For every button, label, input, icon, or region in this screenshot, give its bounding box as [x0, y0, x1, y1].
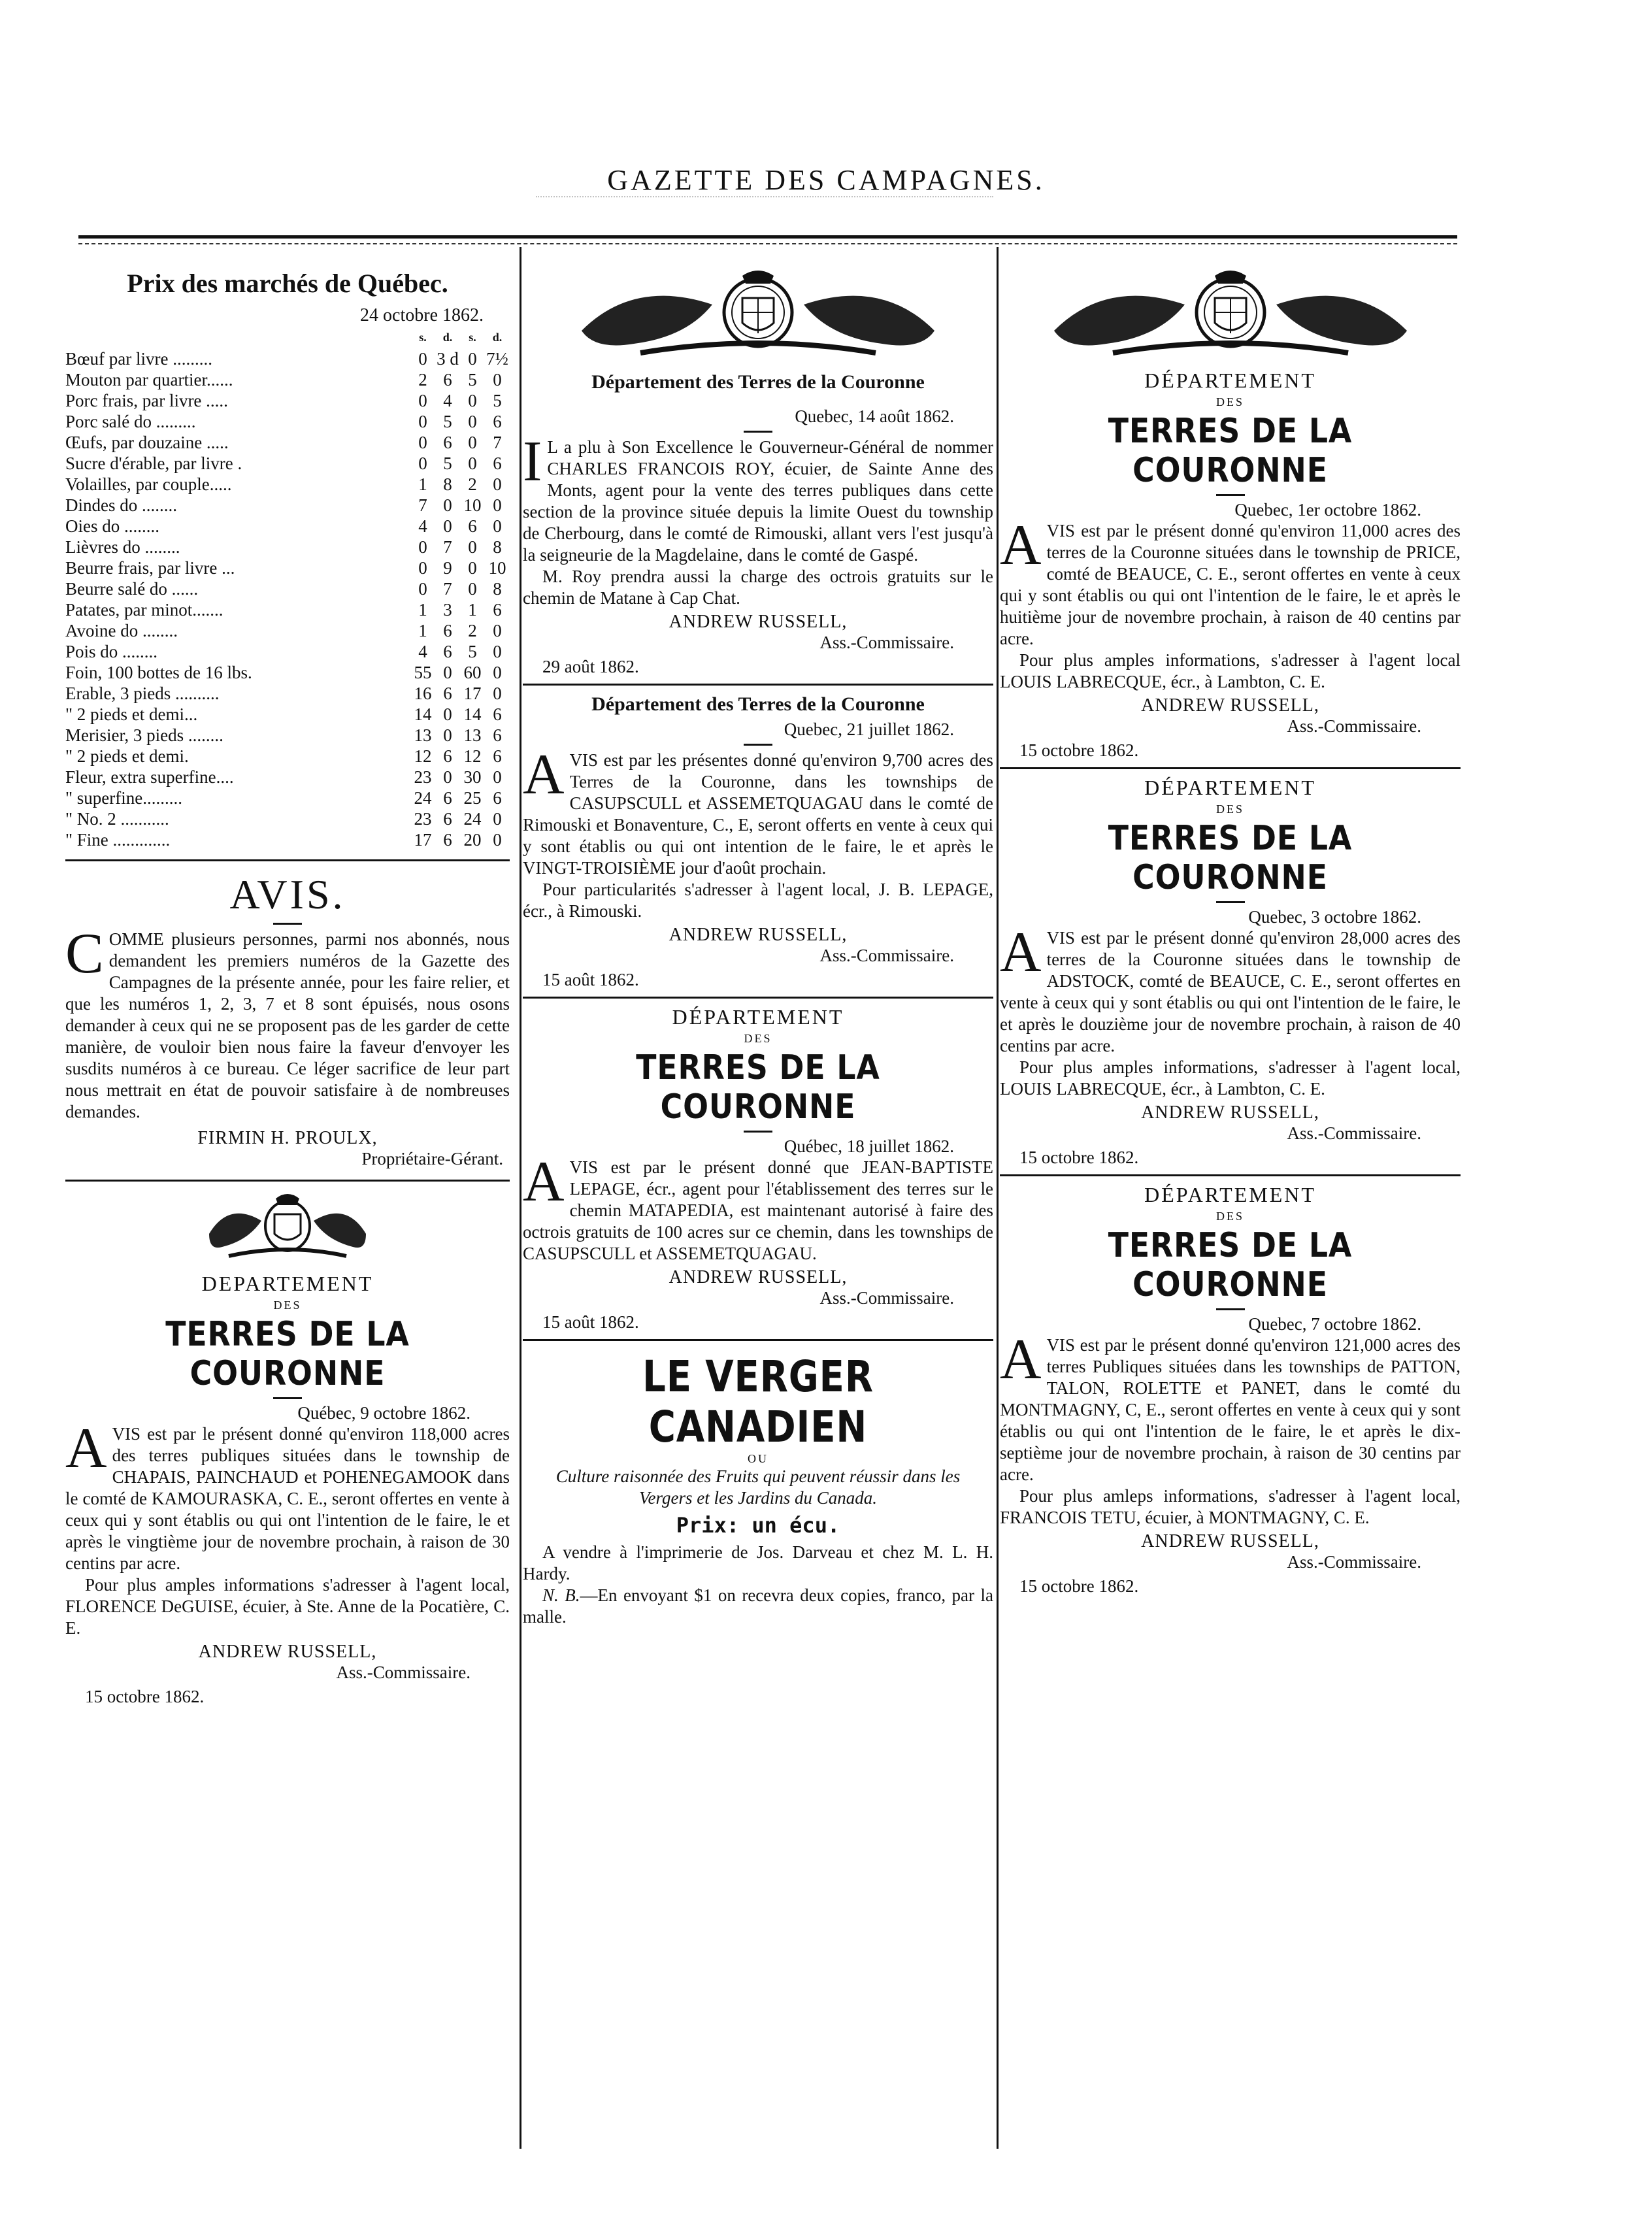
avis-signature-title: Propriétaire-Gérant.	[361, 1149, 503, 1168]
notice-date: 15 octobre 1862.	[1019, 1148, 1139, 1167]
price-table-body	[65, 348, 510, 850]
masthead-smudge	[536, 196, 993, 210]
verger-nb-label: N. B.	[542, 1585, 580, 1605]
price-value: 14	[463, 704, 482, 724]
price-value: 0	[493, 642, 502, 661]
verger-nb	[523, 1585, 993, 1628]
price-item: " 2 pieds et demi.	[65, 746, 189, 766]
notice-des: DES	[1215, 803, 1244, 816]
price-value: 6	[493, 454, 502, 473]
price-value: 0	[468, 537, 477, 557]
notice-dropcap: A	[1000, 921, 1042, 984]
notice-place-date: Québec, 18 juillet 1862.	[784, 1136, 954, 1156]
price-item: Oies do ........	[65, 516, 159, 536]
notice-dept: DÉPARTEMENT	[1144, 1183, 1316, 1206]
short-rule	[744, 744, 772, 746]
price-value: 6	[443, 433, 452, 452]
price-item: Volailles, par couple.....	[65, 474, 232, 494]
header-s2: s.	[469, 331, 476, 344]
price-value: 4	[418, 516, 427, 536]
price-value: 8	[493, 579, 502, 599]
price-row	[65, 411, 510, 432]
short-rule	[1216, 901, 1245, 903]
notice-dropcap: A	[65, 1417, 107, 1480]
price-value: 6	[443, 830, 452, 850]
price-value: 30	[463, 767, 482, 787]
masthead: GAZETTE DES CAMPAGNES.	[607, 164, 1045, 196]
price-value: 5	[468, 642, 477, 661]
column-3	[1000, 248, 1461, 1597]
price-value: 0	[468, 579, 477, 599]
short-rule	[273, 1397, 302, 1399]
notice-signature: ANDREW RUSSELL,	[669, 1267, 848, 1287]
price-row	[65, 348, 510, 369]
price-value: 7	[443, 537, 452, 557]
notice-dept: DÉPARTEMENT	[1144, 369, 1316, 392]
notice-info: Pour plus amleps informations, s'adresser à l'agent local, FRANCOIS TETU, écuier, à MONTMAGNY, C. E.	[1000, 1486, 1461, 1527]
notice-info: Pour plus amples informations, s'adresser à l'agent local LOUIS LABRECQUE, écr., à Lambton, C. E.	[1000, 650, 1461, 691]
price-row	[65, 620, 510, 641]
price-value: 0	[493, 495, 502, 515]
price-value: 14	[414, 704, 432, 724]
verger-price: Prix: un écu.	[676, 1513, 840, 1538]
notice-body	[1000, 921, 1461, 1057]
price-row	[65, 829, 510, 850]
price-item: Bœuf par livre .........	[65, 349, 212, 369]
price-value: 17	[414, 830, 432, 850]
price-row	[65, 808, 510, 829]
short-rule	[744, 1131, 772, 1133]
notice-text: VIS est par le présent donné que JEAN-BAPTISTE LEPAGE, écr., agent pour l'établissement des terres sur le chemin MATAPEDIA, est maintenant autorisé à faire des octrois gratuits de 100 acres sur ce chemin, dans les townships de CASUPSCULL et ASSEMETQUAGAU.	[523, 1157, 993, 1263]
price-value: 10	[463, 495, 482, 515]
notice-text: VIS est par le présent donné qu'environ 11,000 acres des terres de la Couronne situées dans le township de PRICE, comté de BEAUCE, C. E., seront offertes en vente à ceux qui y sont établis ou qui ont l'intention de le faire, le et après le huitième jour de novembre prochain, à raison de 40 centins par acre.	[1000, 521, 1461, 648]
price-value: 2	[468, 474, 477, 494]
notice-signature: ANDREW RUSSELL,	[1141, 1102, 1319, 1123]
divider	[1000, 1174, 1461, 1176]
notice-des: DES	[1215, 1210, 1244, 1223]
price-value: 0	[493, 663, 502, 682]
price-value: 0	[493, 516, 502, 536]
royal-arms-icon	[183, 1188, 392, 1266]
avis-title: AVIS.	[229, 871, 346, 918]
price-value: 0	[443, 663, 452, 682]
short-rule	[273, 923, 302, 925]
price-value: 0	[468, 433, 477, 452]
notice-date: 15 août 1862.	[542, 970, 639, 989]
price-value: 6	[493, 788, 502, 808]
short-rule	[1216, 494, 1245, 496]
price-row	[65, 662, 510, 683]
price-value: 6	[493, 412, 502, 431]
column-1	[65, 248, 510, 1707]
price-row	[65, 516, 510, 537]
price-row	[65, 557, 510, 578]
price-row	[65, 767, 510, 787]
price-value: 6	[443, 684, 452, 703]
price-row	[65, 369, 510, 390]
notice-heading: TERRES DE LA COURONNE	[1108, 412, 1353, 490]
price-table	[65, 326, 510, 850]
price-value: 55	[414, 663, 432, 682]
notice-body	[65, 1417, 510, 1574]
divider	[65, 1180, 510, 1182]
price-value: 5	[443, 412, 452, 431]
price-value: 6	[443, 746, 452, 766]
divider	[1000, 767, 1461, 769]
price-value: 12	[463, 746, 482, 766]
notice-signature-title: Ass.-Commissaire.	[336, 1663, 471, 1682]
price-value: 23	[414, 767, 432, 787]
notice-dropcap: A	[523, 1150, 565, 1214]
divider	[523, 684, 993, 686]
verger-subtitle: Culture raisonnée des Fruits qui peuvent réussir dans les Vergers et les Jardins du Canada.	[555, 1466, 961, 1508]
price-item: Lièvres do ........	[65, 537, 180, 557]
notice-date: 15 octobre 1862.	[1019, 1576, 1139, 1596]
price-item: Patates, par minot.......	[65, 600, 223, 620]
price-value: 13	[463, 725, 482, 745]
price-item: Pois do ........	[65, 642, 158, 661]
notice-body-2: M. Roy prendra aussi la charge des octrois gratuits sur le chemin de Matane à Cap Chat.	[523, 567, 993, 608]
price-value: 0	[468, 454, 477, 473]
price-item: " Fine .............	[65, 830, 171, 850]
price-row	[65, 683, 510, 704]
verger-nb-text: —En envoyant $1 on recevra deux copies, franco, par la malle.	[523, 1585, 993, 1627]
column-rule-2	[997, 247, 999, 2149]
notice-info: Pour plus amples informations, s'adresser à l'agent local, LOUIS LABRECQUE, écr., à Lambton, C. E.	[1000, 1057, 1461, 1099]
price-value: 6	[443, 642, 452, 661]
price-value: 0	[443, 725, 452, 745]
royal-arms-icon	[542, 265, 974, 363]
short-rule	[744, 431, 772, 433]
notice-dept: Département des Terres de la Couronne	[591, 693, 925, 715]
price-item: " superfine.........	[65, 788, 182, 808]
notice-signature: ANDREW RUSSELL,	[1141, 1531, 1319, 1551]
price-value: 6	[443, 788, 452, 808]
notice-body	[523, 743, 993, 879]
top-rule-dashed	[78, 243, 1457, 244]
price-value: 0	[468, 391, 477, 410]
price-item: Beurre frais, par livre ...	[65, 558, 235, 578]
price-item: Erable, 3 pieds ..........	[65, 684, 220, 703]
notice-des: DES	[273, 1299, 302, 1312]
price-value: 0	[418, 433, 427, 452]
price-value: 60	[463, 663, 482, 682]
notice-place-date: Quebec, 3 octobre 1862.	[1248, 907, 1421, 927]
price-value: 0	[468, 558, 477, 578]
price-value: 20	[463, 830, 482, 850]
notice-signature-title: Ass.-Commissaire.	[1287, 1123, 1421, 1143]
price-item: Foin, 100 bottes de 16 lbs.	[65, 663, 252, 682]
price-value: 0	[493, 474, 502, 494]
price-value: 6	[468, 516, 477, 536]
price-value: 0	[493, 809, 502, 829]
price-value: 7	[493, 433, 502, 452]
price-value: 7½	[486, 349, 508, 369]
notice-info: Pour particularités s'adresser à l'agent local, J. B. LEPAGE, écr., à Rimouski.	[523, 880, 993, 921]
notice-body	[1000, 514, 1461, 650]
price-value: 0	[418, 537, 427, 557]
price-value: 0	[418, 579, 427, 599]
price-value: 1	[468, 600, 477, 620]
notice-place-date: Québec, 9 octobre 1862.	[297, 1403, 471, 1423]
notice-dept: DEPARTEMENT	[201, 1272, 374, 1295]
notice-text: VIS est par le présent donné qu'environ 121,000 acres des terres Publiques situées dans les townships de PATTON, TALON, ROLETTE et PANET, dans le comté du MONTMAGNY, C, E., seront offertes en vente à ceux qui y sont établis ou qui ont l'intention de le faire, le et après le dix-septième jour de novembre prochain, à raison de 30 centins par acre.	[1000, 1335, 1461, 1484]
royal-arms-icon	[1015, 265, 1446, 363]
notice-body	[1000, 1328, 1461, 1485]
top-rule	[78, 235, 1457, 239]
price-value: 5	[443, 454, 452, 473]
notice-place-date: Quebec, 1er octobre 1862.	[1234, 500, 1421, 520]
notice-heading: TERRES DE LA COURONNE	[165, 1315, 410, 1393]
notice-dept: Département des Terres de la Couronne	[591, 371, 925, 393]
price-row	[65, 787, 510, 808]
price-row	[65, 578, 510, 599]
price-row	[65, 432, 510, 453]
price-value: 0	[443, 704, 452, 724]
price-item: " 2 pieds et demi...	[65, 704, 198, 724]
price-value: 0	[493, 370, 502, 389]
price-row	[65, 390, 510, 411]
price-value: 5	[493, 391, 502, 410]
notice-dropcap: I	[523, 430, 542, 493]
price-value: 0	[418, 349, 427, 369]
notice-signature-title: Ass.-Commissaire.	[1287, 716, 1421, 736]
price-value: 24	[463, 809, 482, 829]
price-value: 0	[493, 684, 502, 703]
price-row	[65, 704, 510, 725]
price-item: Fleur, extra superfine....	[65, 767, 234, 787]
divider	[523, 1339, 993, 1341]
avis-signature: FIRMIN H. PROULX,	[197, 1128, 378, 1148]
verger-sale: A vendre à l'imprimerie de Jos. Darveau et chez M. L. H. Hardy.	[523, 1542, 993, 1583]
notice-place-date: Quebec, 21 juillet 1862.	[784, 720, 954, 739]
price-item: Dindes do ........	[65, 495, 177, 515]
notice-place-date: Quebec, 14 août 1862.	[795, 406, 954, 426]
header-s1: s.	[419, 331, 427, 344]
divider	[523, 997, 993, 999]
notice-info: Pour plus amples informations s'adresser à l'agent local, FLORENCE DeGUISE, écuier, à Ste. Anne de la Pocatière, C. E.	[65, 1575, 510, 1638]
notice-signature: ANDREW RUSSELL,	[1141, 695, 1319, 716]
price-value: 8	[443, 474, 452, 494]
price-value: 6	[493, 746, 502, 766]
price-item: Sucre d'érable, par livre .	[65, 454, 242, 473]
divider	[65, 859, 510, 861]
price-value: 9	[443, 558, 452, 578]
price-value: 1	[418, 600, 427, 620]
price-value: 12	[414, 746, 432, 766]
price-value: 8	[493, 537, 502, 557]
price-row	[65, 599, 510, 620]
notice-signature-title: Ass.-Commissaire.	[819, 1288, 954, 1308]
notice-signature: ANDREW RUSSELL,	[669, 612, 848, 632]
price-item: Mouton par quartier......	[65, 370, 233, 389]
price-value: 0	[418, 454, 427, 473]
verger-ou: OU	[748, 1452, 768, 1465]
market-date: 24 octobre 1862.	[360, 305, 484, 325]
notice-heading: TERRES DE LA COURONNE	[636, 1048, 880, 1127]
notice-dept: DÉPARTEMENT	[1144, 776, 1316, 799]
price-item: Beurre salé do ......	[65, 579, 199, 599]
notice-text: VIS est par le présent donné qu'environ 118,000 acres des terres publiques situées dans le township de CHAPAIS, PAINCHAUD et POHENEGAMOOK dans le comté de KAMOURASKA, C. E., seront offertes en vente à ceux qui y sont établis ou qui ont l'intention de le faire, le et après le vingtième jour de novembre prochain, à raison de 30 centins par acre.	[65, 1424, 510, 1573]
price-value: 24	[414, 788, 432, 808]
price-value: 3 d	[437, 349, 459, 369]
price-value: 16	[414, 684, 432, 703]
price-row	[65, 453, 510, 474]
price-item: Porc frais, par livre .....	[65, 391, 228, 410]
price-row	[65, 725, 510, 746]
column-rule-1	[520, 247, 521, 2149]
notice-place-date: Quebec, 7 octobre 1862.	[1248, 1314, 1421, 1334]
price-item: Merisier, 3 pieds ........	[65, 725, 223, 745]
price-value: 6	[493, 725, 502, 745]
price-value: 1	[418, 474, 427, 494]
price-value: 7	[418, 495, 427, 515]
price-value: 6	[493, 600, 502, 620]
price-item: Œufs, par douzaine .....	[65, 433, 229, 452]
notice-dropcap: A	[1000, 1328, 1042, 1391]
notice-body	[523, 430, 993, 566]
price-value: 0	[443, 767, 452, 787]
price-value: 7	[443, 579, 452, 599]
notice-signature-title: Ass.-Commissaire.	[1287, 1552, 1421, 1572]
price-value: 0	[468, 349, 477, 369]
notice-date: 15 août 1862.	[542, 1312, 639, 1332]
column-2	[523, 248, 993, 1628]
notice-date: 29 août 1862.	[542, 657, 639, 676]
market-title: Prix des marchés de Québec.	[127, 269, 448, 298]
price-value: 3	[443, 600, 452, 620]
notice-heading: TERRES DE LA COURONNE	[1108, 819, 1353, 897]
price-value: 0	[493, 830, 502, 850]
verger-title: LE VERGER CANADIEN	[642, 1351, 874, 1452]
price-item: " No. 2 ...........	[65, 809, 169, 829]
notice-date: 15 octobre 1862.	[85, 1687, 205, 1706]
notice-dropcap: A	[1000, 514, 1042, 577]
price-item: Porc salé do .........	[65, 412, 196, 431]
price-value: 0	[443, 495, 452, 515]
price-value: 4	[443, 391, 452, 410]
price-table-header	[65, 326, 510, 348]
price-value: 6	[443, 809, 452, 829]
price-row	[65, 641, 510, 662]
price-row	[65, 495, 510, 516]
notice-signature-title: Ass.-Commissaire.	[819, 633, 954, 652]
notice-text: VIS est par les présentes donné qu'environ 9,700 acres des Terres de la Couronne, dans les townships de CASUPSCULL et ASSEMETQUAGAU dans le comté de Rimouski et Bonaventure, C., E, seront offerts en vente à ceux qui y sont établis ou qui ont intention de le faire, le et après le VINGT-TROISIÈME jour d'août prochain.	[523, 750, 993, 878]
avis-body	[65, 922, 510, 1123]
header-d2: d.	[492, 331, 503, 344]
price-row	[65, 474, 510, 495]
price-value: 6	[443, 621, 452, 640]
notice-text: VIS est par le présent donné qu'environ 28,000 acres des terres de la Couronne situées dans le township de ADSTOCK, comté de BEAUCE, C. E., seront offertes en vente à ceux qui y sont établis ou qui ont l'intention de le faire, le et après le douzième jour de novembre prochain, à raison de 40 centins par acre.	[1000, 928, 1461, 1055]
price-value: 0	[418, 412, 427, 431]
notice-signature: ANDREW RUSSELL,	[669, 925, 848, 945]
price-value: 0	[493, 767, 502, 787]
price-value: 4	[418, 642, 427, 661]
price-row	[65, 746, 510, 767]
header-d1: d.	[442, 331, 453, 344]
notice-dept: DÉPARTEMENT	[672, 1005, 844, 1029]
price-value: 5	[468, 370, 477, 389]
price-value: 0	[493, 621, 502, 640]
notice-signature-title: Ass.-Commissaire.	[819, 946, 954, 965]
notice-body	[523, 1150, 993, 1265]
notice-date: 15 octobre 1862.	[1019, 740, 1139, 760]
price-row	[65, 537, 510, 557]
price-value: 2	[468, 621, 477, 640]
notice-signature: ANDREW RUSSELL,	[198, 1642, 377, 1662]
price-value: 2	[418, 370, 427, 389]
price-item: Avoine do ........	[65, 621, 178, 640]
notice-dropcap: A	[523, 743, 565, 806]
price-value: 6	[443, 370, 452, 389]
price-value: 6	[493, 704, 502, 724]
price-value: 17	[463, 684, 482, 703]
price-value: 25	[463, 788, 482, 808]
price-value: 0	[468, 412, 477, 431]
price-value: 10	[488, 558, 506, 578]
avis-dropcap: C	[65, 922, 104, 985]
avis-text: OMME plusieurs personnes, parmi nos abonnés, nous demandent les premiers numéros de la Gazette des Campagnes de la présente année, pour les faire relier, et que les numéros 1, 2, 3, 7 et 8 sont épuisés, nous osons demander à ceux qui ne se proposent pas de les garder de cette manière, de vouloir bien nous faire la faveur d'envoyer les susdits numéros à ce bureau. Ce léger sacrifice de leur part nous mettrait en état de pouvoir satisfaire à de nombreuses demandes.	[65, 929, 510, 1121]
price-value: 0	[418, 391, 427, 410]
notice-text: L a plu à Son Excellence le Gouverneur-Général de nommer CHARLES FRANCOIS ROY, écuier, de Sainte Anne des Monts, agent pour la vente des terres publiques dans cette section de la province située depuis la limite Ouest du township de Cherbourg, dans le comté de Rimouski, allant vers l'est jusqu'à la seigneurie de la Magdelaine, dans le comté de Gaspé.	[523, 437, 993, 565]
price-value: 0	[418, 558, 427, 578]
notice-heading: TERRES DE LA COURONNE	[1108, 1226, 1353, 1304]
price-value: 13	[414, 725, 432, 745]
short-rule	[1216, 1308, 1245, 1310]
price-value: 23	[414, 809, 432, 829]
price-value: 1	[418, 621, 427, 640]
notice-des: DES	[744, 1032, 772, 1045]
notice-des: DES	[1215, 395, 1244, 408]
price-value: 0	[443, 516, 452, 536]
